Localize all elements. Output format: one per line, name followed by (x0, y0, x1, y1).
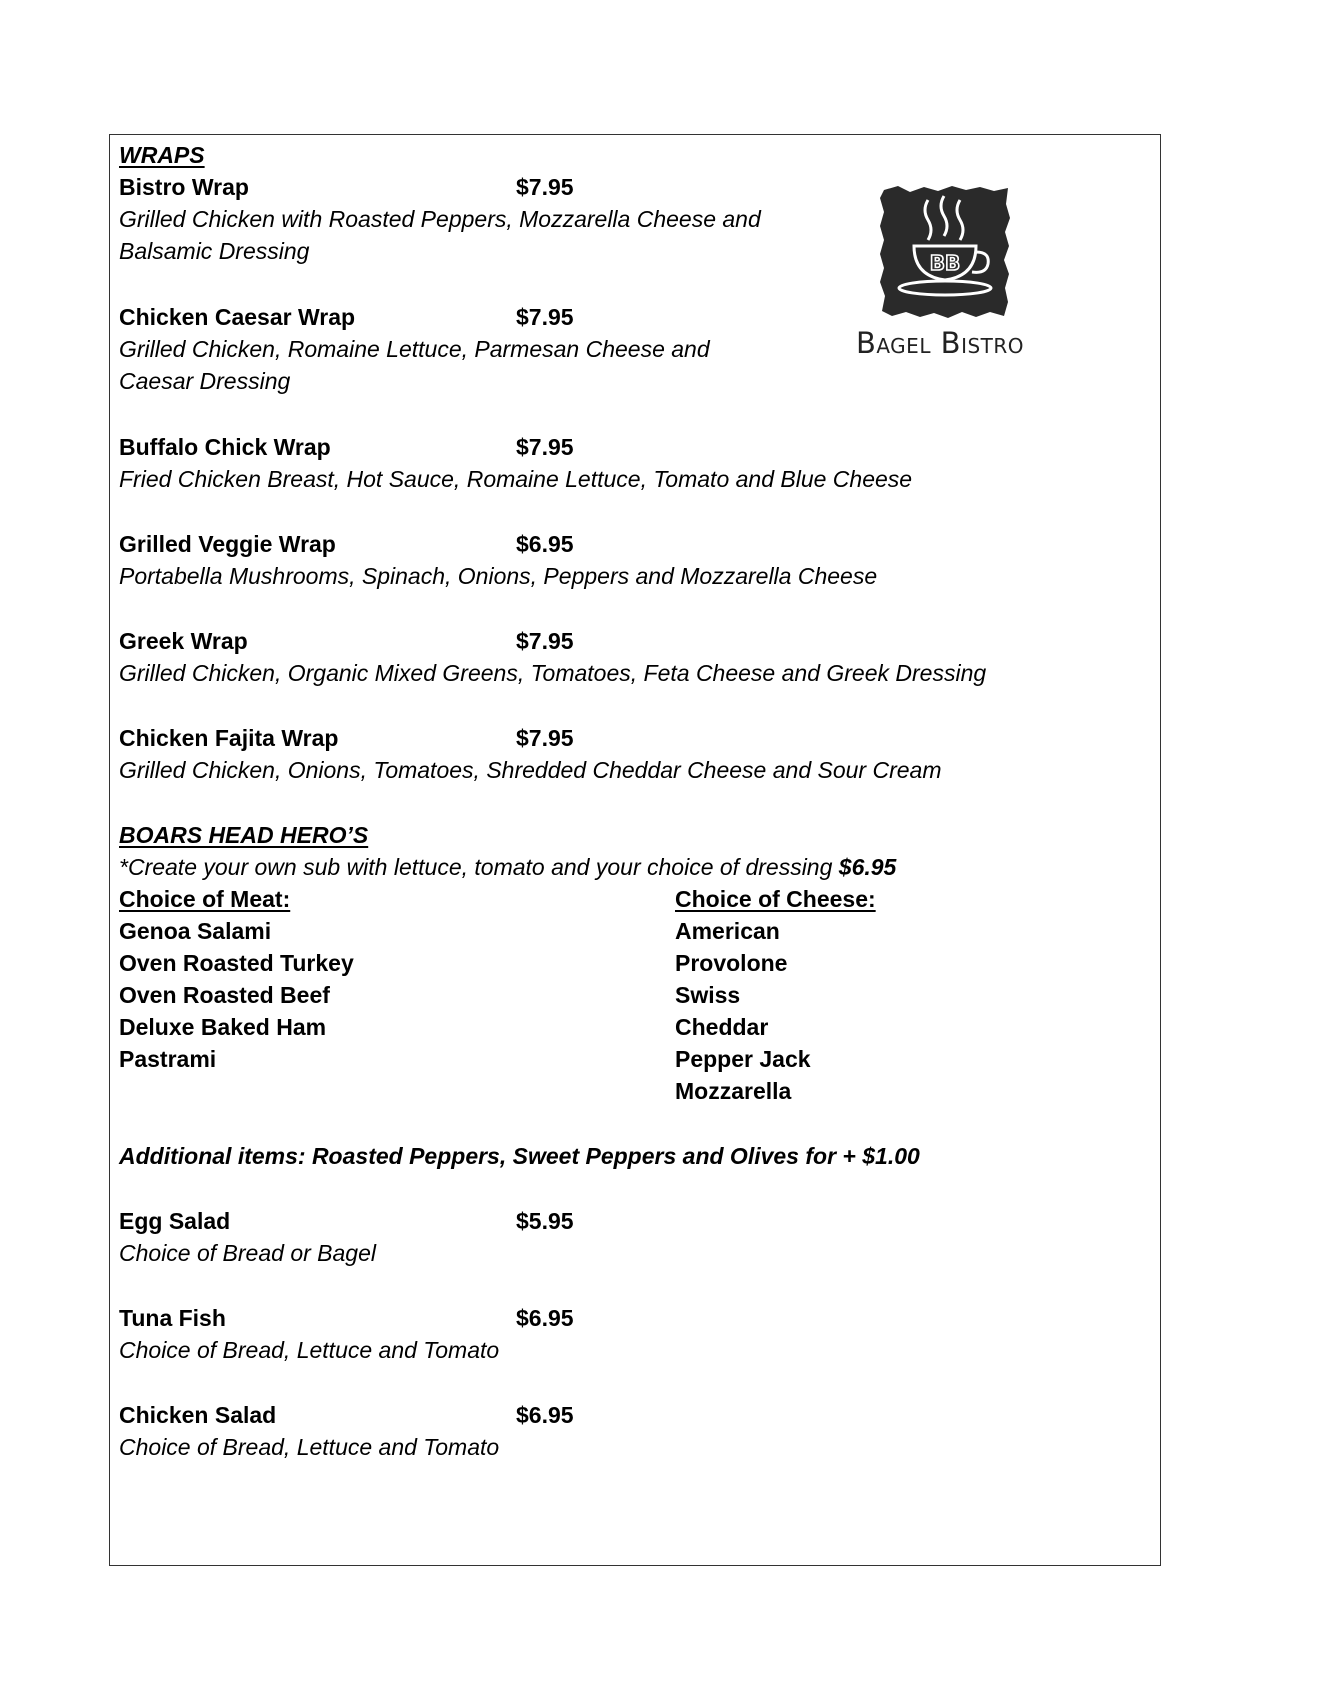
menu-item-description: Grilled Chicken, Organic Mixed Greens, Tomatoes, Feta Cheese and Greek Dressing (119, 660, 987, 686)
cheese-option: Mozzarella (675, 1078, 792, 1104)
heros-heading: BOARS HEAD HERO’S (119, 822, 369, 848)
menu-item-price: $6.95 (516, 1305, 574, 1331)
meat-option: Oven Roasted Beef (119, 982, 330, 1008)
additional-items-note: Additional items: Roasted Peppers, Sweet Peppers and Olives for + $1.00 (119, 1143, 920, 1169)
bagel-bistro-logo (808, 184, 1072, 364)
menu-item-description: Grilled Chicken, Romaine Lettuce, Parmesan Cheese and (119, 336, 710, 362)
cheese-choice-heading: Choice of Cheese: (675, 886, 876, 912)
menu-item-price: $7.95 (516, 174, 574, 200)
menu-item-description: Choice of Bread, Lettuce and Tomato (119, 1434, 500, 1460)
menu-item-description: Caesar Dressing (119, 368, 291, 394)
menu-item-description: Fried Chicken Breast, Hot Sauce, Romaine Lettuce, Tomato and Blue Cheese (119, 466, 913, 492)
cheese-option: Swiss (675, 982, 741, 1008)
meat-option: Pastrami (119, 1046, 217, 1072)
menu-item-price: $7.95 (516, 628, 574, 654)
menu-item-name: Chicken Caesar Wrap (119, 304, 356, 330)
cheese-option: Cheddar (675, 1014, 769, 1040)
logo-name: Bagel Bistro (855, 326, 1025, 360)
menu-item-description: Choice of Bread or Bagel (119, 1240, 376, 1266)
menu-item-name: Tuna Fish (119, 1305, 226, 1331)
menu-item-description: Grilled Chicken with Roasted Peppers, Mozzarella Cheese and (119, 206, 761, 232)
heros-intro (119, 852, 896, 882)
meat-option: Genoa Salami (119, 918, 272, 944)
logo-monogram: BB (929, 251, 961, 275)
menu-item-price: $7.95 (516, 434, 574, 460)
menu-item-name: Egg Salad (119, 1208, 231, 1234)
menu-item-name: Bistro Wrap (119, 174, 249, 200)
menu-item-name: Grilled Veggie Wrap (119, 531, 336, 557)
menu-item-price: $5.95 (516, 1208, 574, 1234)
menu-item-name: Chicken Salad (119, 1402, 277, 1428)
coffee-cup-logo-icon (878, 184, 1012, 320)
heros-intro-price: $6.95 (838, 854, 897, 880)
menu-item-name: Greek Wrap (119, 628, 248, 654)
menu-item-name: Chicken Fajita Wrap (119, 725, 339, 751)
meat-option: Oven Roasted Turkey (119, 950, 354, 976)
menu-item-description: Balsamic Dressing (119, 238, 310, 264)
menu-item-price: $7.95 (516, 725, 574, 751)
cheese-option: American (675, 918, 780, 944)
heros-intro-text: *Create your own sub with lettuce, tomato and your choice of dressing (119, 854, 833, 880)
menu-item-price: $7.95 (516, 304, 574, 330)
menu-item-price: $6.95 (516, 531, 574, 557)
menu-item-description: Grilled Chicken, Onions, Tomatoes, Shredded Cheddar Cheese and Sour Cream (119, 757, 942, 783)
meat-option: Deluxe Baked Ham (119, 1014, 327, 1040)
wraps-heading: WRAPS (119, 142, 205, 168)
menu-item-description: Choice of Bread, Lettuce and Tomato (119, 1337, 500, 1363)
menu-item-name: Buffalo Chick Wrap (119, 434, 331, 460)
cheese-option: Provolone (675, 950, 788, 976)
meat-choice-heading: Choice of Meat: (119, 886, 291, 912)
menu-item-price: $6.95 (516, 1402, 574, 1428)
cheese-option: Pepper Jack (675, 1046, 811, 1072)
menu-item-description: Portabella Mushrooms, Spinach, Onions, Peppers and Mozzarella Cheese (119, 563, 878, 589)
